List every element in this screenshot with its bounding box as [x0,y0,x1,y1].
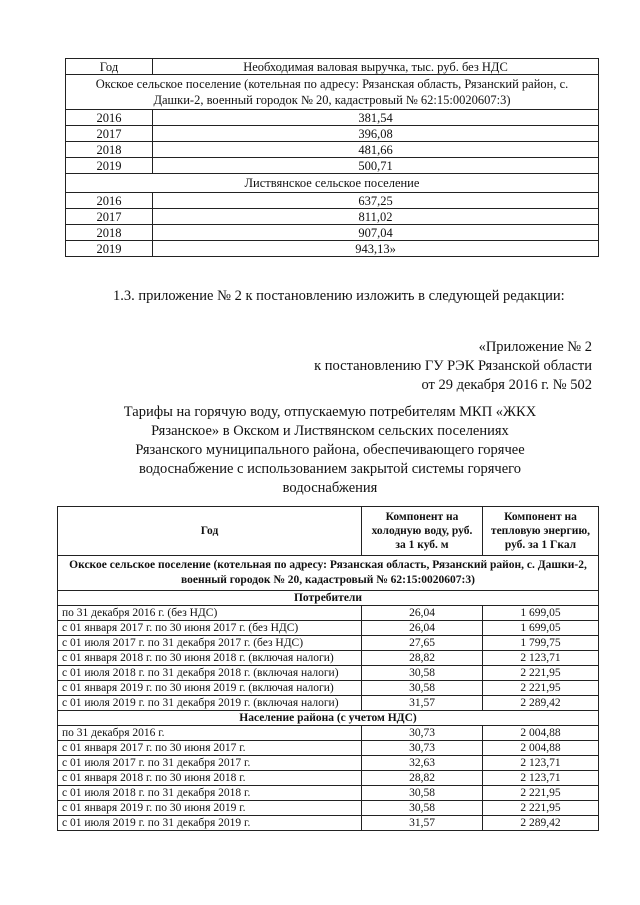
period-cell: с 01 января 2018 г. по 30 июня 2018 г. [58,771,362,786]
heat-cell: 1 699,05 [483,606,599,621]
table-row [58,741,599,756]
section-title: Окское сельское поселение (котельная по адресу: Рязанская область, Рязанский район, с. Дашки-2, военный городок № 20, кадастровый № 62:15:0020607:3) [66,75,599,110]
cold-cell: 31,57 [362,816,483,831]
table-row [58,696,599,711]
year-cell: 2018 [66,142,153,158]
table-row [58,726,599,741]
table-row [58,786,599,801]
table-row [66,158,599,174]
year-cell: 2017 [66,209,153,225]
appendix-line-1: «Приложение № 2 [478,339,592,355]
year-cell: 2016 [66,110,153,126]
value-cell: 907,04 [153,225,599,241]
period-cell: по 31 декабря 2016 г. (без НДС) [58,606,362,621]
cold-cell: 28,82 [362,771,483,786]
period-cell: по 31 декабря 2016 г. [58,726,362,741]
year-cell: 2019 [66,158,153,174]
heat-cell: 2 004,88 [483,726,599,741]
period-cell: с 01 января 2018 г. по 30 июня 2018 г. (включая налоги) [58,651,362,666]
tariff-table [57,506,599,831]
period-cell: с 01 июля 2017 г. по 31 декабря 2017 г. [58,756,362,771]
cold-cell: 30,73 [362,741,483,756]
cold-cell: 27,65 [362,636,483,651]
header-year: Год [66,59,153,75]
period-cell: с 01 июля 2019 г. по 31 декабря 2019 г. (включая налоги) [58,696,362,711]
period-cell: с 01 января 2017 г. по 30 июня 2017 г. (без НДС) [58,621,362,636]
cold-cell: 26,04 [362,606,483,621]
table-row [58,666,599,681]
value-cell: 481,66 [153,142,599,158]
heat-cell: 1 799,75 [483,636,599,651]
header-cold-water: Компонент на холодную воду, руб. за 1 куб. м [362,507,483,556]
table-row [58,816,599,831]
revenue-table [65,58,599,257]
heat-cell: 2 221,95 [483,666,599,681]
value-cell: 500,71 [153,158,599,174]
year-cell: 2018 [66,225,153,241]
table-row [58,636,599,651]
cold-cell: 28,82 [362,651,483,666]
period-cell: с 01 января 2019 г. по 30 июня 2019 г. (включая налоги) [58,681,362,696]
heat-cell: 2 123,71 [483,756,599,771]
period-cell: с 01 июля 2018 г. по 31 декабря 2018 г. [58,786,362,801]
heat-cell: 2 289,42 [483,816,599,831]
cold-cell: 30,58 [362,786,483,801]
appendix-line-3: от 29 декабря 2016 г. № 502 [421,377,592,393]
period-cell: с 01 июля 2019 г. по 31 декабря 2019 г. [58,816,362,831]
section-title: Листвянское сельское поселение [66,174,599,193]
header-year: Год [58,507,362,556]
table-row [66,142,599,158]
year-cell: 2016 [66,193,153,209]
table-row [58,771,599,786]
table-header-row [66,59,599,75]
table-row [66,225,599,241]
table-row [58,606,599,621]
heat-cell: 2 221,95 [483,786,599,801]
cold-cell: 30,58 [362,681,483,696]
year-cell: 2019 [66,241,153,257]
heat-cell: 2 123,71 [483,651,599,666]
heat-cell: 2 123,71 [483,771,599,786]
value-cell: 811,02 [153,209,599,225]
heat-cell: 2 221,95 [483,801,599,816]
heat-cell: 1 699,05 [483,621,599,636]
table-row [58,621,599,636]
header-heat-energy: Компонент на тепловую энергию, руб. за 1 Гкал [483,507,599,556]
table-header-row [58,507,599,556]
group-title: Население района (с учетом НДС) [58,711,599,726]
table-row [58,651,599,666]
amendment-paragraph: 1.3. приложение № 2 к постановлению изложить в следующей редакции: [113,288,565,304]
period-cell: с 01 января 2019 г. по 30 июня 2019 г. [58,801,362,816]
appendix-line-2: к постановлению ГУ РЭК Рязанской области [314,358,592,374]
year-cell: 2017 [66,126,153,142]
table-row [66,209,599,225]
value-cell: 943,13» [153,241,599,257]
table-row [58,756,599,771]
table-row [66,193,599,209]
header-revenue: Необходимая валовая выручка, тыс. руб. без НДС [153,59,599,75]
table-row [58,681,599,696]
heat-cell: 2 221,95 [483,681,599,696]
section-title: Окское сельское поселение (котельная по адресу: Рязанская область, Рязанский район, с. Дашки-2, военный городок № 20, кадастровый № 62:15:0020607:3) [58,556,599,591]
period-cell: с 01 июля 2017 г. по 31 декабря 2017 г. (без НДС) [58,636,362,651]
period-cell: с 01 января 2017 г. по 30 июня 2017 г. [58,741,362,756]
cold-cell: 31,57 [362,696,483,711]
group-title: Потребители [58,591,599,606]
table-row [66,126,599,142]
document-title: Тарифы на горячую воду, отпускаемую потребителям МКП «ЖКХ Рязанское» в Окском и Листвянском сельских поселениях Рязанского муниципального района, обеспечивающего горячее водоснабжение с использованием закрытой системы горячего водоснабжения [123,404,537,496]
cold-cell: 30,58 [362,666,483,681]
cold-cell: 26,04 [362,621,483,636]
period-cell: с 01 июля 2018 г. по 31 декабря 2018 г. (включая налоги) [58,666,362,681]
value-cell: 396,08 [153,126,599,142]
cold-cell: 30,73 [362,726,483,741]
heat-cell: 2 004,88 [483,741,599,756]
table-row [66,241,599,257]
heat-cell: 2 289,42 [483,696,599,711]
value-cell: 381,54 [153,110,599,126]
table-row [66,110,599,126]
value-cell: 637,25 [153,193,599,209]
table-row [58,801,599,816]
cold-cell: 30,58 [362,801,483,816]
cold-cell: 32,63 [362,756,483,771]
